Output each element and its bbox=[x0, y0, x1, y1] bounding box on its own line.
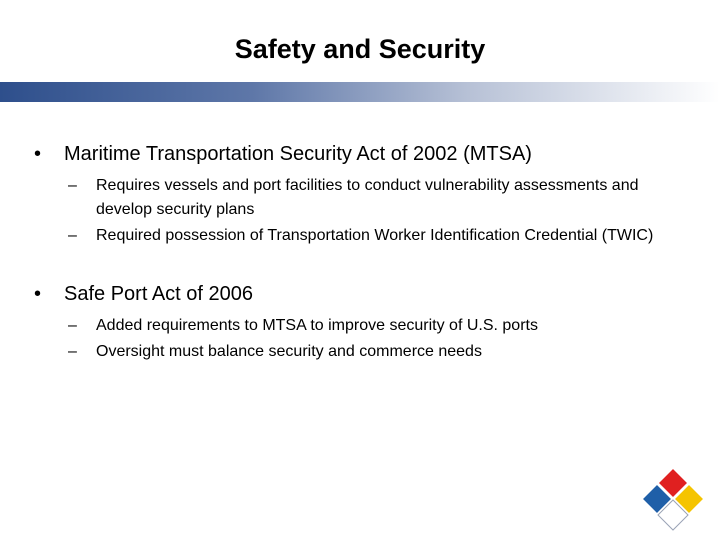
bullet-list bbox=[30, 140, 690, 366]
dash-icon: – bbox=[68, 177, 77, 194]
sub-bullet bbox=[30, 340, 690, 364]
sub-bullet-list bbox=[30, 314, 690, 364]
sub-bullet-text: Oversight must balance security and commerce needs bbox=[96, 343, 482, 360]
sub-bullet bbox=[30, 174, 690, 222]
bullet-item bbox=[30, 140, 690, 248]
slide-title: Safety and Security bbox=[234, 34, 486, 64]
bullet-text: Safe Port Act of 2006 bbox=[64, 283, 254, 305]
spacer bbox=[30, 250, 690, 280]
bullet-dot-icon: • bbox=[34, 283, 42, 305]
page-number: 43 bbox=[663, 506, 677, 518]
sub-bullet bbox=[30, 224, 690, 248]
sub-bullet-text: Required possession of Transportation Worker Identification Credential (TWIC) bbox=[96, 227, 654, 244]
hazard-diamond-icon bbox=[640, 466, 706, 532]
bullet-level1 bbox=[30, 140, 690, 168]
sub-bullet-text: Requires vessels and port facilities to conduct vulnerability assessments and develop security plans bbox=[96, 177, 639, 218]
dash-icon: – bbox=[68, 343, 77, 360]
bullet-item bbox=[30, 280, 690, 364]
dash-icon: – bbox=[68, 317, 77, 334]
bullet-level1 bbox=[30, 280, 690, 308]
sub-bullet-text: Added requirements to MTSA to improve security of U.S. ports bbox=[96, 317, 538, 334]
sub-bullet bbox=[30, 314, 690, 338]
bullet-dot-icon: • bbox=[34, 143, 42, 165]
bullet-text: Maritime Transportation Security Act of 2002 (MTSA) bbox=[64, 143, 532, 165]
sub-bullet-list bbox=[30, 174, 690, 248]
dash-icon: – bbox=[68, 227, 77, 244]
title-gradient-bar bbox=[0, 82, 720, 102]
